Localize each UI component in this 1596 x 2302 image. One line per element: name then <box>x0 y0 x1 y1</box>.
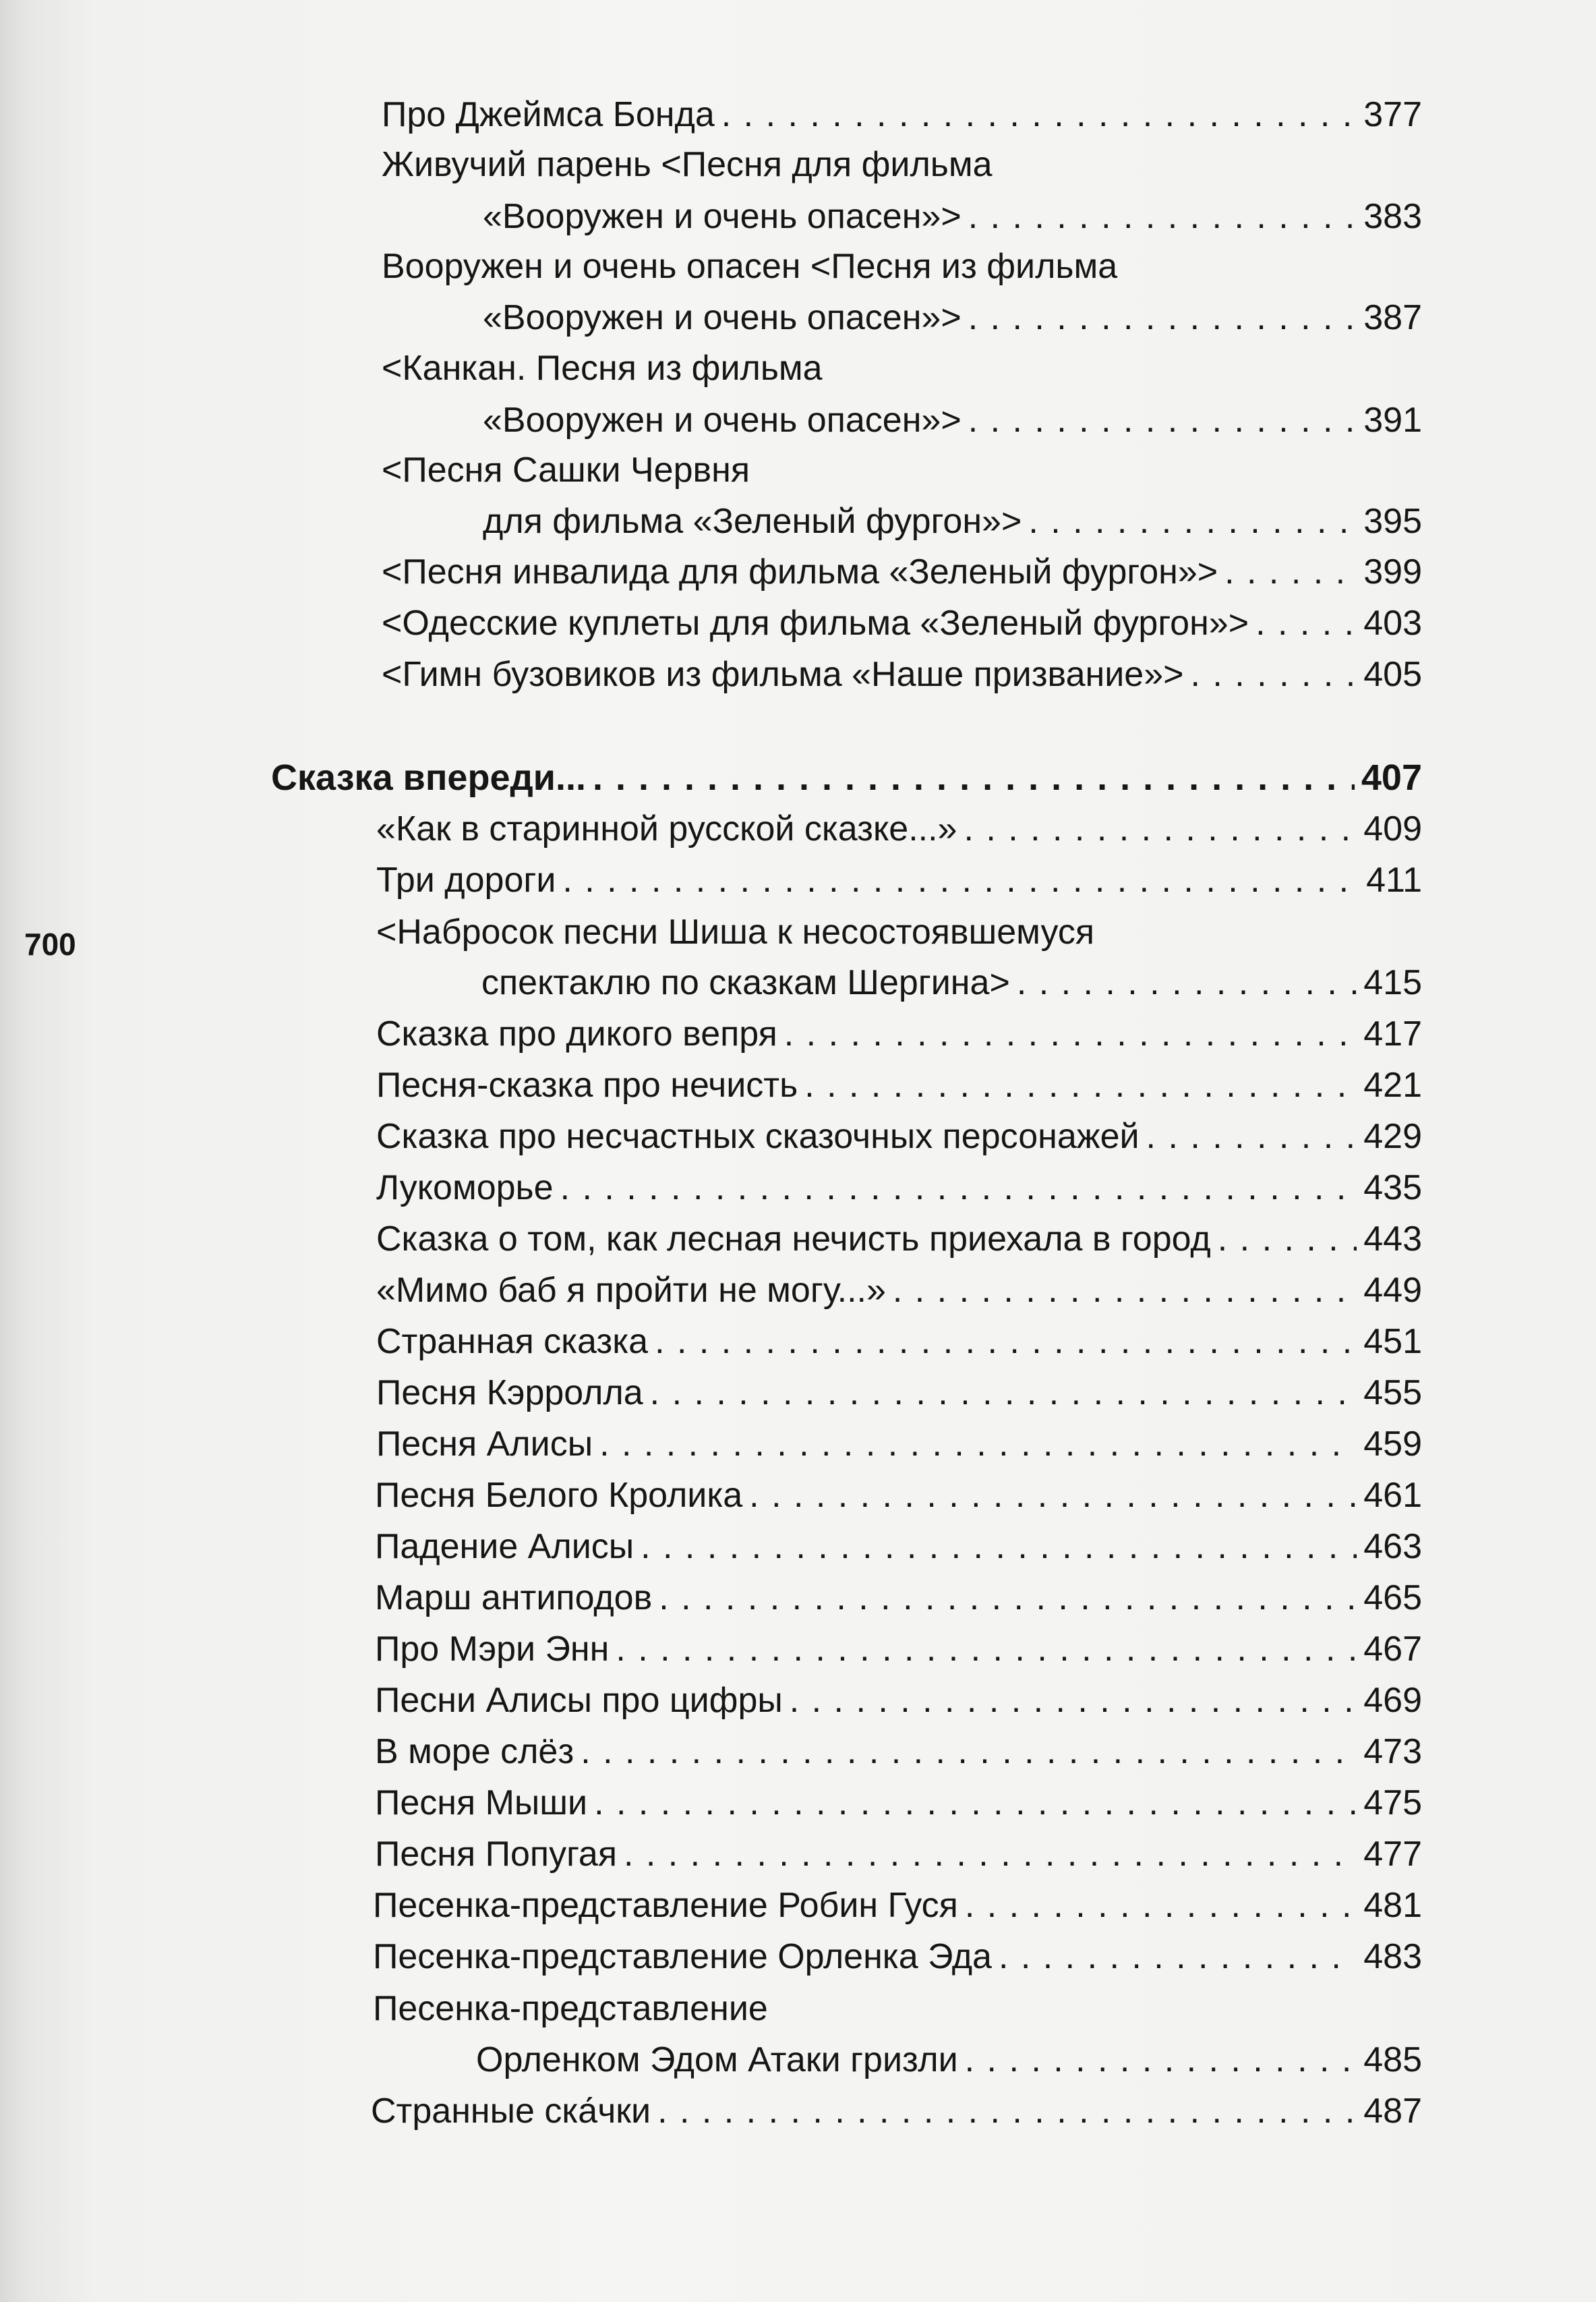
toc-entry-title: Сказка о том, как лесная нечисть приехала в город <box>376 1219 1211 1259</box>
toc-entry-title: <Набросок песни Шиша к несостоявшемуся <box>376 913 1095 952</box>
toc-entry-title: Песенка-представление Робин Гуся <box>373 1886 958 1925</box>
toc-entry <box>376 1422 1422 1466</box>
toc-entry <box>483 195 1422 238</box>
toc-entry-page: 477 <box>1363 1835 1422 1874</box>
toc-entry-title: «Мимо баб я пройти не могу...» <box>376 1271 886 1310</box>
toc-entry <box>382 602 1422 645</box>
dot-leader <box>1017 961 1357 1004</box>
page-number: 700 <box>24 927 76 962</box>
dot-leader <box>594 1781 1357 1824</box>
toc-entry-page: 387 <box>1363 298 1422 337</box>
toc-entry <box>382 449 750 492</box>
toc-entry-page: 455 <box>1363 1373 1422 1412</box>
toc-entry <box>376 1115 1422 1158</box>
toc-entry <box>382 550 1422 594</box>
toc-entry <box>376 1012 1422 1056</box>
toc-entry <box>375 1525 1422 1568</box>
toc-entry <box>481 961 1422 1004</box>
toc-entry-page: 475 <box>1363 1783 1422 1822</box>
toc-entry-title: В море слёз <box>375 1732 574 1771</box>
toc-entry-title: Сказка про дикого вепря <box>376 1014 777 1054</box>
toc-entry-title: спектаклю по сказкам Шергина> <box>481 963 1010 1002</box>
toc-entry <box>376 807 1422 851</box>
toc-entry-title: Вооружен и очень опасен <Песня из фильма <box>382 247 1118 286</box>
toc-entry <box>373 1987 768 2030</box>
toc-entry-title: для фильма «Зеленый фургон»> <box>483 502 1022 541</box>
toc-entry-title: Песня Белого Кролика <box>375 1476 743 1515</box>
dot-leader <box>641 1525 1357 1568</box>
dot-leader <box>804 1064 1357 1107</box>
toc-entry-page: 449 <box>1363 1271 1422 1310</box>
toc-entry-page: 411 <box>1366 861 1422 900</box>
toc-entry-page: 481 <box>1363 1886 1422 1925</box>
toc-entry-title: Лукоморье <box>376 1168 554 1207</box>
toc-entry <box>376 859 1422 902</box>
dot-leader <box>1224 550 1357 594</box>
toc-entry-title: Про Джеймса Бонда <box>382 95 715 134</box>
toc-entry-page: 463 <box>1363 1527 1422 1566</box>
dot-leader <box>965 2038 1357 2081</box>
toc-entry-title: «Как в старинной русской сказке...» <box>376 809 957 848</box>
dot-leader <box>659 1576 1357 1619</box>
toc-entry-page: 465 <box>1363 1578 1422 1617</box>
toc-entry <box>371 2090 1422 2133</box>
toc-entry-page: 429 <box>1363 1117 1422 1156</box>
toc-entry <box>375 1679 1422 1722</box>
toc-entry-title: <Канкан. Песня из фильма <box>382 349 823 388</box>
toc-entry <box>375 1576 1422 1619</box>
toc-entry <box>483 296 1422 339</box>
toc-entry <box>373 1935 1422 1978</box>
toc-section-heading <box>271 756 1422 799</box>
toc-entry-title: Песня Алисы <box>376 1425 593 1464</box>
toc-entry <box>376 911 1094 954</box>
toc-section-page: 407 <box>1361 757 1422 798</box>
dot-leader <box>593 756 1355 799</box>
toc-entry-page: 399 <box>1363 552 1422 592</box>
toc-entry-page: 383 <box>1363 197 1422 236</box>
dot-leader <box>1255 602 1357 645</box>
toc-entry <box>483 500 1422 543</box>
dot-leader <box>616 1628 1357 1671</box>
toc-entry-page: 443 <box>1363 1219 1422 1259</box>
toc-entry-title: Странная сказка <box>376 1322 649 1361</box>
toc-entry-page: 459 <box>1363 1425 1422 1464</box>
dot-leader <box>964 807 1357 851</box>
toc-entry-page: 377 <box>1363 95 1422 134</box>
toc-entry-title: Про Мэри Энн <box>375 1630 610 1669</box>
toc-entry-title: «Вооружен и очень опасен»> <box>483 298 962 337</box>
dot-leader <box>657 2090 1357 2133</box>
toc-entry-page: 487 <box>1363 2092 1422 2131</box>
dot-leader <box>968 195 1357 238</box>
toc-entry <box>376 1320 1422 1363</box>
dot-leader <box>749 1474 1357 1517</box>
toc-entry-page: 409 <box>1363 809 1422 848</box>
toc-entry-title: Орленком Эдом Атаки гризли <box>476 2040 958 2079</box>
toc-entry <box>483 399 1422 442</box>
toc-entry-page: 473 <box>1363 1732 1422 1771</box>
toc-entry <box>375 1730 1422 1773</box>
toc-section-title: Сказка впереди... <box>271 757 586 798</box>
toc-entry <box>382 143 993 186</box>
toc-entry-title: Песенка-представление <box>373 1989 768 2028</box>
toc-entry <box>382 93 1422 136</box>
toc-entry-title: Три дороги <box>376 861 556 900</box>
dot-leader <box>721 93 1357 136</box>
toc-entry <box>376 1064 1422 1107</box>
dot-leader <box>1028 500 1357 543</box>
toc-entry-title: <Одесские куплеты для фильма «Зеленый фургон»> <box>382 604 1249 643</box>
dot-leader <box>784 1012 1357 1056</box>
toc-entry-title: Песня Кэрролла <box>376 1373 643 1412</box>
dot-leader <box>999 1935 1357 1978</box>
toc-entry-title: Странные ска́чки <box>371 2092 651 2131</box>
toc-entry-title: «Вооружен и очень опасен»> <box>483 401 962 440</box>
toc-entry-title: <Гимн бузовиков из фильма «Наше призвание»> <box>382 655 1184 694</box>
toc-entry <box>376 1371 1422 1414</box>
toc-entry <box>375 1833 1422 1876</box>
toc-entry <box>376 1166 1422 1209</box>
toc-entry-page: 467 <box>1363 1630 1422 1669</box>
toc-entry-page: 461 <box>1363 1476 1422 1515</box>
toc-entry-title: Падение Алисы <box>375 1527 634 1566</box>
toc-entry <box>382 653 1422 696</box>
dot-leader <box>650 1371 1357 1414</box>
dot-leader <box>1190 653 1357 696</box>
dot-leader <box>655 1320 1357 1363</box>
toc-entry-title: <Песня инвалида для фильма «Зеленый фургон»> <box>382 552 1218 592</box>
toc-entry <box>376 1269 1422 1312</box>
toc-entry <box>375 1474 1422 1517</box>
dot-leader <box>581 1730 1357 1773</box>
dot-leader <box>624 1833 1357 1876</box>
toc-entry-page: 415 <box>1363 963 1422 1002</box>
toc-entry-title: Марш антиподов <box>375 1578 653 1617</box>
dot-leader <box>1218 1217 1357 1261</box>
toc-entry-page: 485 <box>1363 2040 1422 2079</box>
dot-leader <box>968 399 1357 442</box>
dot-leader <box>1146 1115 1357 1158</box>
toc-entry-title: Песня Мыши <box>375 1783 588 1822</box>
toc-entry-page: 403 <box>1363 604 1422 643</box>
toc-entry-page: 391 <box>1363 401 1422 440</box>
toc-entry <box>376 1217 1422 1261</box>
dot-leader <box>562 859 1359 902</box>
dot-leader <box>968 296 1357 339</box>
toc-entry-title: Песенка-представление Орленка Эда <box>373 1937 992 1976</box>
toc-entry-page: 483 <box>1363 1937 1422 1976</box>
toc-entry-page: 451 <box>1363 1322 1422 1361</box>
toc-entry-title: Песня-сказка про нечисть <box>376 1066 798 1105</box>
toc-entry-title: <Песня Сашки Червня <box>382 451 750 490</box>
toc-entry-title: «Вооружен и очень опасен»> <box>483 197 962 236</box>
toc-entry-page: 421 <box>1363 1066 1422 1105</box>
toc-entry-title: Песни Алисы про цифры <box>375 1681 783 1720</box>
dot-leader <box>560 1166 1357 1209</box>
dot-leader <box>790 1679 1357 1722</box>
toc-entry-title: Живучий парень <Песня для фильма <box>382 145 993 184</box>
dot-leader <box>965 1884 1357 1927</box>
dot-leader <box>893 1269 1357 1312</box>
toc-entry-page: 405 <box>1363 655 1422 694</box>
toc-entry <box>375 1628 1422 1671</box>
toc-entry <box>382 245 1117 288</box>
toc-entry-title: Песня Попугая <box>375 1835 617 1874</box>
toc-entry-page: 417 <box>1363 1014 1422 1054</box>
toc-entry-page: 435 <box>1363 1168 1422 1207</box>
toc-entry <box>373 1884 1422 1927</box>
toc-entry <box>476 2038 1422 2081</box>
toc-entry <box>375 1781 1422 1824</box>
toc-entry-page: 469 <box>1363 1681 1422 1720</box>
toc-entry-title: Сказка про несчастных сказочных персонажей <box>376 1117 1140 1156</box>
toc-entry-page: 395 <box>1363 502 1422 541</box>
dot-leader <box>599 1422 1357 1466</box>
toc-entry <box>382 347 823 390</box>
